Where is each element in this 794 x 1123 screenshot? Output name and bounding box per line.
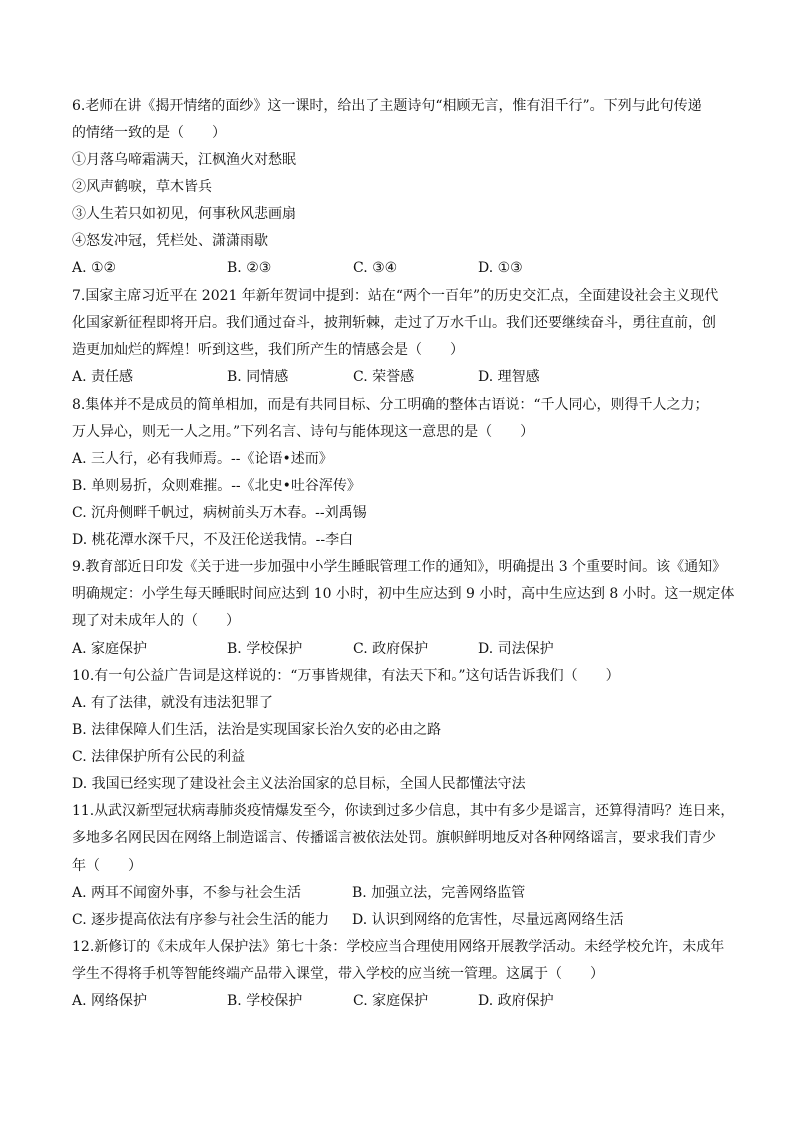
question-10-option-a[interactable]: A. 有了法律，就没有违法犯罪了 [72,695,274,711]
question-11-option-d[interactable]: D. 认识到网络的危害性，尽量远离网络生活 [352,912,624,928]
question-6-stem-line-2: 的情绪一致的是（ ） [72,125,226,141]
question-6-option-b[interactable]: B. ②③ [227,260,272,276]
question-11-option-b[interactable]: B. 加强立法，完善网络监管 [352,885,526,901]
question-12-option-b[interactable]: B. 学校保护 [227,993,303,1009]
question-11-option-c[interactable]: C. 逐步提高依法有序参与社会生活的能力 [72,912,330,928]
question-11-stem-line-1: 11.从武汉新型冠状病毒肺炎疫情爆发至今，你读到过多少信息，其中有多少是谣言，还算得清吗？连日来， [72,803,735,819]
question-10-option-b[interactable]: B. 法律保障人们生活，法治是实现国家长治久安的必由之路 [72,722,442,738]
question-9-stem-line-1: 9.教育部近日印发《关于进一步加强中小学生睡眠管理工作的通知》，明确提出 3 个重要时间。该《通知》 [72,559,727,575]
question-11-stem-line-2: 多地多名网民因在网络上制造谣言、传播谣言被依法处罚。旗帜鲜明地反对各种网络谣言，要求我们青少 [72,830,716,846]
question-7-options [72,368,732,386]
question-8-stem-line-2: 万人异心，则无一人之用。”下列名言、诗句与能体现这一意思的是（ ） [72,424,535,440]
question-9-option-c[interactable]: C. 政府保护 [353,641,429,657]
question-6-item-2: ②风声鹤唳，草木皆兵 [72,179,212,195]
question-11-option-a[interactable]: A. 两耳不闻窗外事，不参与社会生活 [72,885,302,901]
question-6-option-a[interactable]: A. ①② [72,260,117,276]
question-11-options-row-2 [72,911,732,929]
question-9-stem-line-2: 明确规定：小学生每天睡眠时间应达到 10 小时，初中生应达到 9 小时，高中生应达到 8 小时。这一规定体 [72,586,735,602]
question-11-options-row-1 [72,884,732,902]
question-7-stem-line-2: 化国家新征程即将开启。我们通过奋斗，披荆斩棘，走过了万水千山。我们还要继续奋斗，勇往直前，创 [72,315,716,331]
question-9-option-a[interactable]: A. 家庭保护 [72,641,148,657]
question-7-option-a[interactable]: A. 责任感 [72,369,134,385]
question-11-stem-line-3: 年（ ） [72,858,142,874]
question-8-option-a[interactable]: A. 三人行，必有我师焉。--《论语•述而》 [72,451,333,467]
question-8-option-c[interactable]: C. 沉舟侧畔千帆过，病树前头万木春。--刘禹锡 [72,505,367,521]
question-6-option-d[interactable]: D. ①③ [478,260,523,276]
question-12-option-d[interactable]: D. 政府保护 [478,993,554,1009]
question-6-stem-line-1: 6.老师在讲《揭开情绪的面纱》这一课时，给出了主题诗句“相顾无言，惟有泪千行”。下列与此句传递 [72,98,702,114]
question-6-item-3: ③人生若只如初见，何事秋风悲画扇 [72,206,296,222]
question-7-stem-line-3: 造更加灿烂的辉煌！听到这些，我们所产生的情感会是（ ） [72,342,464,358]
question-10-option-c[interactable]: C. 法律保护所有公民的利益 [72,749,246,765]
question-7-stem-line-1: 7.国家主席习近平在 2021 年新年贺词中提到：站在“两个一百年”的历史交汇点，全面建设社会主义现代 [72,288,719,304]
question-9-option-b[interactable]: B. 学校保护 [227,641,303,657]
question-10-option-d[interactable]: D. 我国已经实现了建设社会主义法治国家的总目标，全国人民都懂法守法 [72,776,526,792]
question-8-option-d[interactable]: D. 桃花潭水深千尺，不及汪伦送我情。--李白 [72,532,354,548]
question-12-stem-line-1: 12.新修订的《未成年人保护法》第七十条：学校应当合理使用网络开展教学活动。未经学校允许，未成年 [72,939,725,955]
question-10-stem-line-1: 10.有一句公益广告词是这样说的：“万事皆规律，有法天下和。”这句话告诉我们（ ） [72,668,620,684]
question-9-options [72,640,732,658]
question-6-item-1: ①月落乌啼霜满天，江枫渔火对愁眠 [72,152,296,168]
question-7-option-d[interactable]: D. 理智感 [478,369,540,385]
question-9-stem-line-3: 现了对未成年人的（ ） [72,613,240,629]
question-12-option-c[interactable]: C. 家庭保护 [353,993,429,1009]
question-12-stem-line-2: 学生不得将手机等智能终端产品带入课堂，带入学校的应当统一管理。这属于（ ） [72,966,604,982]
question-12-option-a[interactable]: A. 网络保护 [72,993,148,1009]
question-6-item-4: ④怒发冲冠，凭栏处、潇潇雨歇 [72,233,268,249]
question-12-options [72,992,732,1010]
question-7-option-b[interactable]: B. 同情感 [227,369,289,385]
question-6-option-c[interactable]: C. ③④ [353,260,398,276]
question-7-option-c[interactable]: C. 荣誉感 [353,369,415,385]
question-9-option-d[interactable]: D. 司法保护 [478,641,554,657]
question-8-stem-line-1: 8.集体并不是成员的简单相加，而是有共同目标、分工明确的整体古语说：“千人同心，则得千人之力； [72,397,709,413]
question-8-option-b[interactable]: B. 单则易折，众则难摧。--《北史•吐谷浑传》 [72,478,361,494]
question-6-options [72,259,732,277]
